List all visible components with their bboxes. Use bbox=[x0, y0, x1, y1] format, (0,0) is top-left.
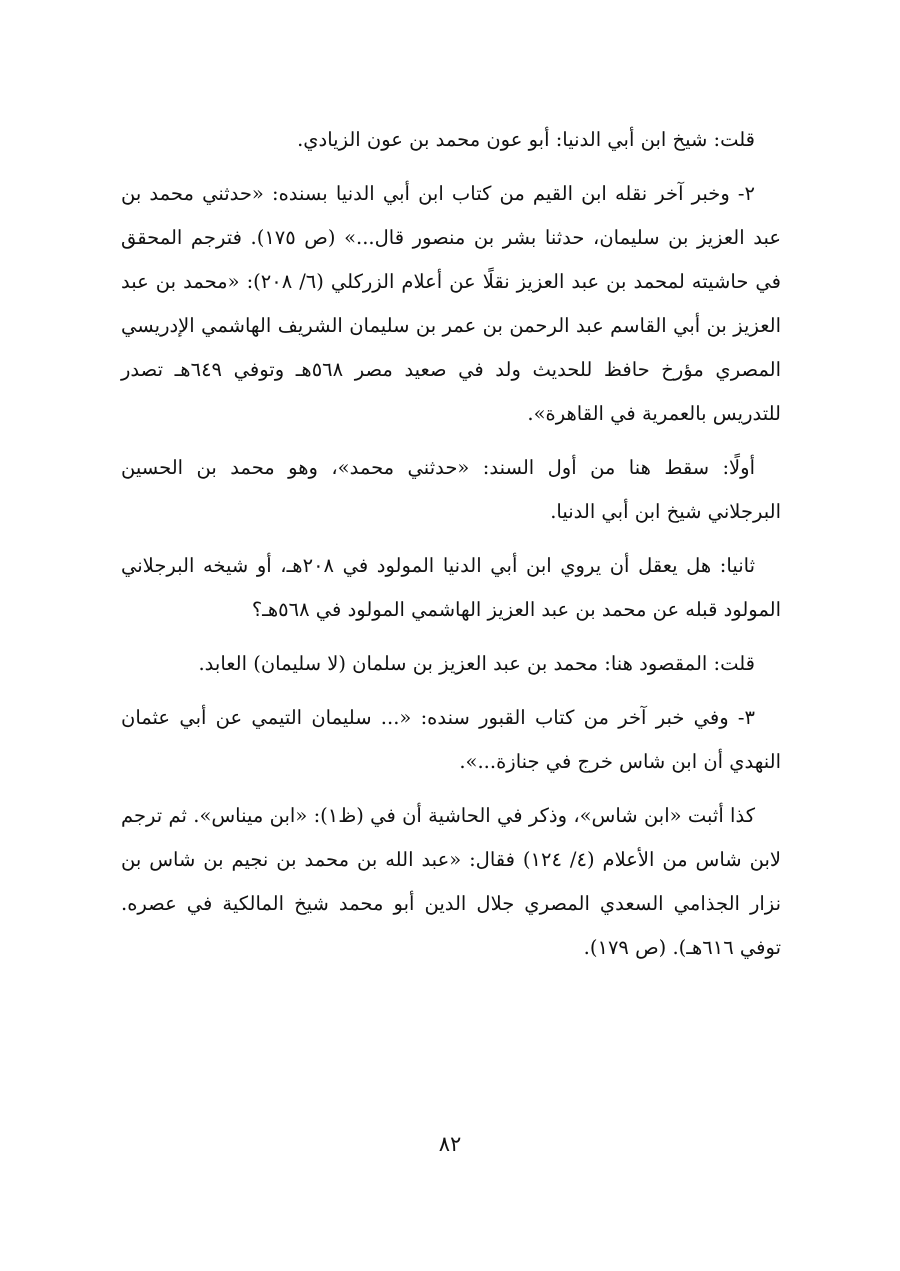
paragraph-7: كذا أثبت «ابن شاس»، وذكر في الحاشية أن في (ظ١): «ابن ميناس». ثم ترجم لابن شاس من الأعلام (٤/ ١٢٤) فقال: «عبد الله بن محمد بن نجيم بن شاس بن نزار الجذامي السعدي المصري جلال الدين أبو محمد شيخ المالكية في عصره. توفي ٦١٦هـ). (ص ١٧٩). bbox=[121, 804, 781, 959]
paragraph-3: أولًا: سقط هنا من أول السند: «حدثني محمد»، وهو محمد بن الحسين البرجلاني شيخ ابن أبي الدنيا. bbox=[121, 456, 781, 523]
paragraph-1: قلت: شيخ ابن أبي الدنيا: أبو عون محمد بن عون الزيادي. bbox=[297, 128, 755, 151]
paragraph-4: ثانيا: هل يعقل أن يروي ابن أبي الدنيا المولود في ٢٠٨هـ، أو شيخه البرجلاني المولود قبله عن محمد بن عبد العزيز الهاشمي المولود في ٥٦٨هـ؟ bbox=[121, 554, 781, 621]
page-number: ٨٢ bbox=[438, 1132, 462, 1156]
paragraph-2: ٢- وخبر آخر نقله ابن القيم من كتاب ابن أبي الدنيا بسنده: «حدثني محمد بن عبد العزيز بن سليمان، حدثنا بشر بن منصور قال...» (ص ١٧٥). فترجم المحقق في حاشيته لمحمد بن عبد العزيز نقلًا عن أعلام الزركلي (٦/ ٢٠٨): «محمد بن عبد العزيز بن أبي القاسم عبد الرحمن بن عمر بن سليمان الشريف الهاشمي الإدريسي المصري مؤرخ حافظ للحديث ولد في صعيد مصر ٥٦٨هـ وتوفي ٦٤٩هـ تصدر للتدريس بالعمرية في القاهرة». bbox=[121, 182, 781, 425]
paragraph-6: ٣- وفي خبر آخر من كتاب القبور سنده: «... سليمان التيمي عن أبي عثمان النهدي أن ابن شاس خرج في جنازة...». bbox=[121, 706, 781, 773]
paragraph-5: قلت: المقصود هنا: محمد بن عبد العزيز بن سلمان (لا سليمان) العابد. bbox=[198, 652, 755, 675]
body-text bbox=[121, 118, 781, 980]
